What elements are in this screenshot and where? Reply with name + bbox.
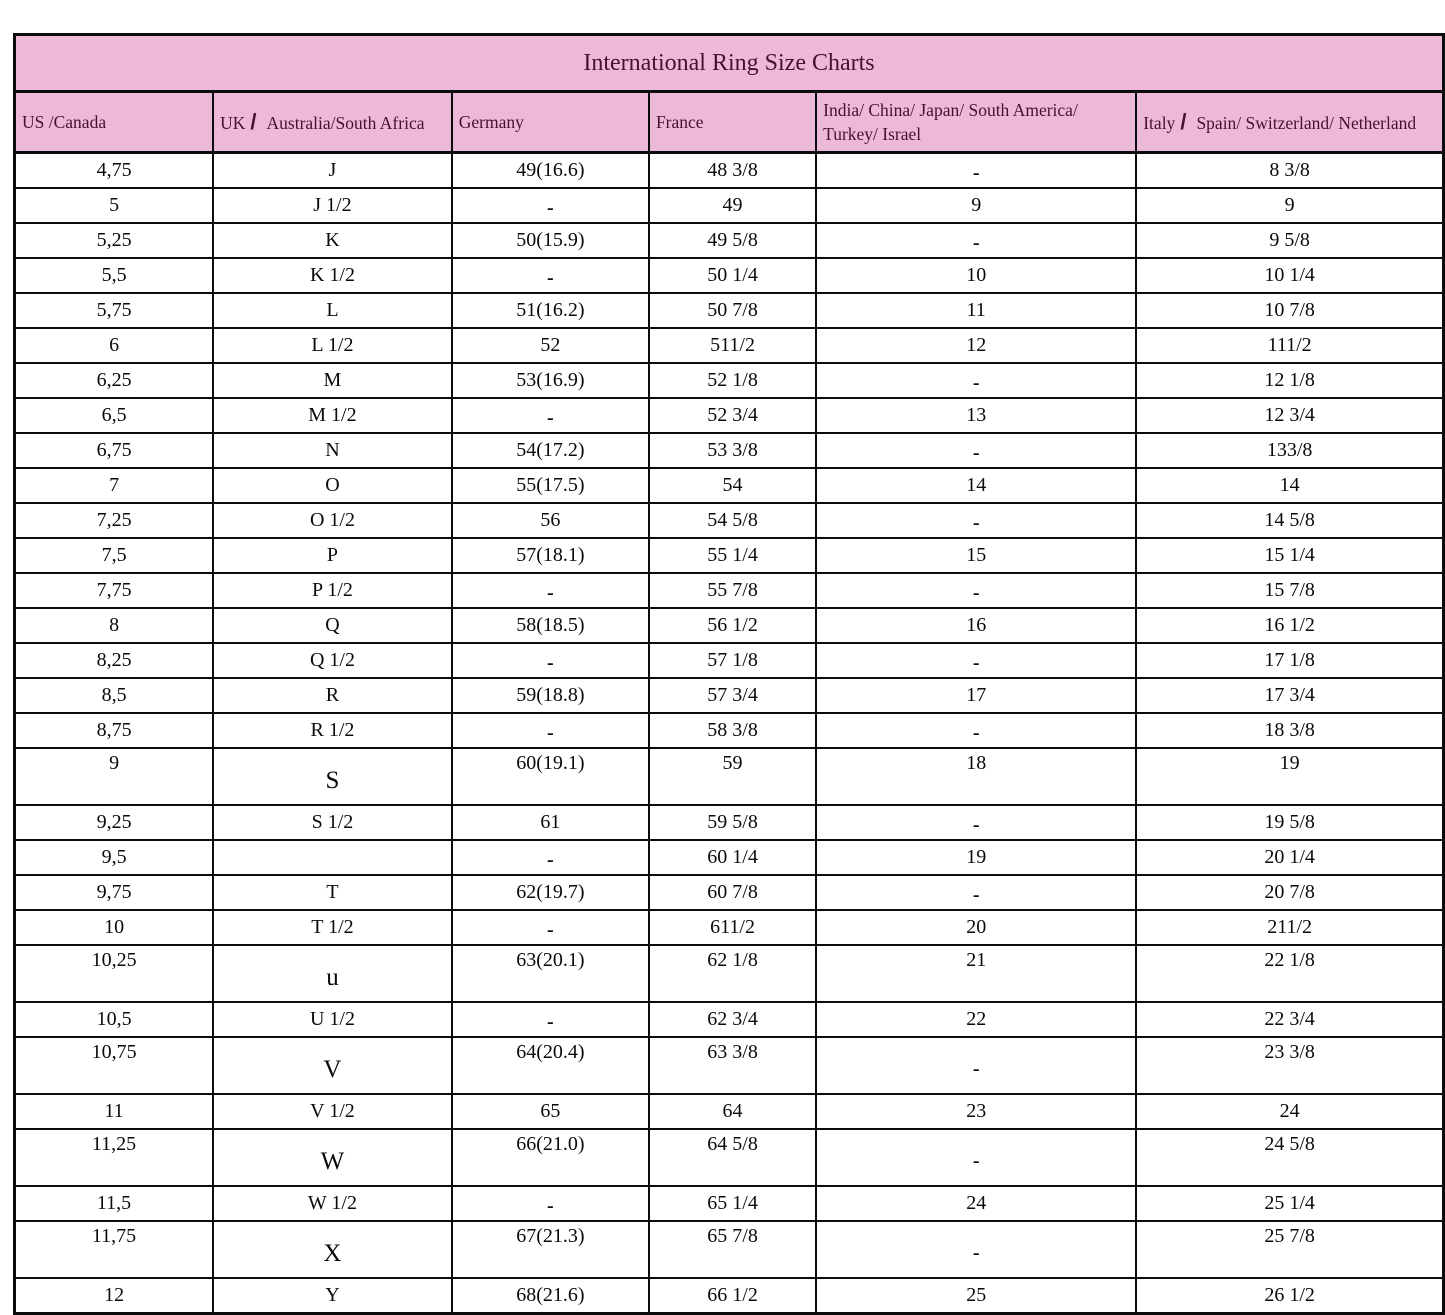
table-cell: 54 [649, 468, 816, 503]
table-cell: 16 [816, 608, 1136, 643]
table-cell: 54 5/8 [649, 503, 816, 538]
table-cell: - [452, 843, 649, 878]
table-row [15, 910, 1444, 945]
table-cell: 56 1/2 [649, 608, 816, 643]
table-cell: 11 [816, 293, 1136, 328]
table-cell: 52 1/8 [649, 363, 816, 398]
table-cell: - [816, 1223, 1136, 1280]
table-cell: 66 1/2 [649, 1278, 816, 1314]
table-cell: 61 [452, 805, 649, 840]
table-cell: Q 1/2 [213, 643, 452, 678]
table-cell: 57 3/4 [649, 678, 816, 713]
table-cell: W 1/2 [213, 1186, 452, 1221]
table-row [15, 840, 1444, 875]
table-cell: 23 [816, 1094, 1136, 1129]
table-cell: 14 5/8 [1136, 503, 1443, 538]
table-cell: 25 1/4 [1136, 1186, 1443, 1221]
table-cell: 55(17.5) [452, 468, 649, 503]
table-cell: 59(18.8) [452, 678, 649, 713]
table-cell: Q [213, 608, 452, 643]
table-cell: 65 7/8 [649, 1221, 816, 1278]
table-cell: M [213, 363, 452, 398]
table-cell: 9,5 [15, 840, 214, 875]
table-cell: 17 [816, 678, 1136, 713]
table-row [15, 608, 1444, 643]
table-cell: 18 [816, 748, 1136, 805]
table-cell: 11 [15, 1094, 214, 1129]
table-cell: 65 [452, 1094, 649, 1129]
table-cell: T [213, 875, 452, 910]
table-cell: 8,5 [15, 678, 214, 713]
table-cell: 10,75 [15, 1037, 214, 1094]
table-cell: 49 [649, 188, 816, 223]
table-cell: 9 [1136, 188, 1443, 223]
table-cell: 211/2 [1136, 910, 1443, 945]
table-cell: J 1/2 [213, 188, 452, 223]
table-cell: 111/2 [1136, 328, 1443, 363]
table-cell: 25 [816, 1278, 1136, 1314]
table-cell: O [213, 468, 452, 503]
table-cell: 5,5 [15, 258, 214, 293]
table-row [15, 805, 1444, 840]
table-cell: 7,25 [15, 503, 214, 538]
table-cell: - [816, 808, 1136, 843]
table-cell: 48 3/8 [649, 153, 816, 189]
table-cell: - [816, 716, 1136, 751]
table-cell: 26 1/2 [1136, 1278, 1443, 1314]
table-cell: 50 1/4 [649, 258, 816, 293]
table-row [15, 1037, 1444, 1094]
table-cell: Y [213, 1278, 452, 1314]
table-cell: 18 3/8 [1136, 713, 1443, 748]
table-cell: 52 3/4 [649, 398, 816, 433]
table-cell: 60 7/8 [649, 875, 816, 910]
table-cell: - [816, 1131, 1136, 1188]
table-cell: 53(16.9) [452, 363, 649, 398]
title-row [15, 35, 1444, 92]
table-cell: 5,75 [15, 293, 214, 328]
table-cell: 8 [15, 608, 214, 643]
table-cell: - [816, 1039, 1136, 1096]
table-body [15, 153, 1444, 1314]
table-cell: 11,25 [15, 1129, 214, 1186]
table-cell: N [213, 433, 452, 468]
table-cell: V 1/2 [213, 1094, 452, 1129]
italy-label: Italy [1143, 112, 1176, 133]
table-cell: 50(15.9) [452, 223, 649, 258]
table-cell: 59 5/8 [649, 805, 816, 840]
table-cell: - [452, 716, 649, 751]
table-cell: 10,5 [15, 1002, 214, 1037]
table-cell: 12 3/4 [1136, 398, 1443, 433]
table-cell: 19 [1136, 748, 1443, 805]
table-cell: - [816, 576, 1136, 611]
column-header-us-canada: US /Canada [15, 92, 214, 153]
table-cell: R 1/2 [213, 713, 452, 748]
table-cell: 9 [15, 748, 214, 805]
table-cell: 7 [15, 468, 214, 503]
table-cell: 15 [816, 538, 1136, 573]
column-header-india-china-japan: India/ China/ Japan/ South America/ Turkey/ Israel [816, 92, 1136, 153]
table-cell: L [213, 293, 452, 328]
table-cell: 5,25 [15, 223, 214, 258]
table-cell: 611/2 [649, 910, 816, 945]
table-cell: 20 1/4 [1136, 840, 1443, 875]
table-cell: - [452, 576, 649, 611]
table-row [15, 643, 1444, 678]
table-cell: - [452, 913, 649, 948]
table-cell: 24 [816, 1186, 1136, 1221]
table-cell: 5 [15, 188, 214, 223]
table-cell: 19 [816, 840, 1136, 875]
table-cell: 9 [816, 188, 1136, 223]
table-cell: 133/8 [1136, 433, 1443, 468]
table-cell: 9 5/8 [1136, 223, 1443, 258]
table-cell: 57 1/8 [649, 643, 816, 678]
table-cell: 11,75 [15, 1221, 214, 1278]
table-cell: S [213, 748, 452, 805]
table-row [15, 713, 1444, 748]
table-cell: - [816, 506, 1136, 541]
table-row [15, 748, 1444, 805]
table-row [15, 258, 1444, 293]
table-cell: 11,5 [15, 1186, 214, 1221]
table-title: International Ring Size Charts [15, 35, 1444, 92]
table-cell: T 1/2 [213, 910, 452, 945]
table-cell: - [816, 878, 1136, 913]
header-row [15, 92, 1444, 153]
table-row [15, 398, 1444, 433]
table-cell: 65 1/4 [649, 1186, 816, 1221]
table-cell: - [816, 646, 1136, 681]
ring-size-chart-table [13, 33, 1445, 1315]
table-cell: R [213, 678, 452, 713]
table-cell: 20 [816, 910, 1136, 945]
table-cell: - [452, 646, 649, 681]
table-row [15, 433, 1444, 468]
table-cell: 9,25 [15, 805, 214, 840]
column-header-germany: Germany [452, 92, 649, 153]
table-cell: V [213, 1037, 452, 1094]
table-cell: 6,5 [15, 398, 214, 433]
table-cell: 14 [816, 468, 1136, 503]
table-cell: 10 1/4 [1136, 258, 1443, 293]
table-row [15, 875, 1444, 910]
table-cell: 49 5/8 [649, 223, 816, 258]
table-cell: 53 3/8 [649, 433, 816, 468]
table-cell: 62 1/8 [649, 945, 816, 1002]
table-cell: 54(17.2) [452, 433, 649, 468]
table-cell: 6,75 [15, 433, 214, 468]
table-cell: U 1/2 [213, 1002, 452, 1037]
column-header-uk-australia-south-africa [213, 92, 452, 153]
uk-label: UK [220, 112, 246, 133]
table-row [15, 1221, 1444, 1278]
table-cell: O 1/2 [213, 503, 452, 538]
table-row [15, 468, 1444, 503]
table-cell: 52 [452, 328, 649, 363]
table-cell: 66(21.0) [452, 1129, 649, 1186]
table-row [15, 1129, 1444, 1186]
table-cell: 60(19.1) [452, 748, 649, 805]
table-cell: 55 1/4 [649, 538, 816, 573]
table-cell: 16 1/2 [1136, 608, 1443, 643]
table-cell: 17 1/8 [1136, 643, 1443, 678]
table-cell: - [816, 156, 1136, 192]
table-cell: 15 7/8 [1136, 573, 1443, 608]
table-cell: 14 [1136, 468, 1443, 503]
table-row [15, 293, 1444, 328]
table-cell: - [816, 226, 1136, 261]
table-cell: 56 [452, 503, 649, 538]
table-cell: 60 1/4 [649, 840, 816, 875]
table-row [15, 153, 1444, 189]
table-cell: X [213, 1221, 452, 1278]
table-cell: 10 [15, 910, 214, 945]
table-cell: 62 3/4 [649, 1002, 816, 1037]
table-cell: - [452, 191, 649, 226]
column-header-italy-spain-switzerland-netherland [1136, 92, 1443, 153]
table-row [15, 328, 1444, 363]
table-cell: 24 [1136, 1094, 1443, 1129]
table-cell: P 1/2 [213, 573, 452, 608]
table-cell: 25 7/8 [1136, 1221, 1443, 1278]
table-cell: 51(16.2) [452, 293, 649, 328]
table-row [15, 1002, 1444, 1037]
table-cell: 10,25 [15, 945, 214, 1002]
table-cell: - [452, 1005, 649, 1040]
table-cell: 50 7/8 [649, 293, 816, 328]
table-cell: u [213, 945, 452, 1002]
slash-separator: / [1180, 108, 1187, 134]
table-cell: 9,75 [15, 875, 214, 910]
table-cell: 13 [816, 398, 1136, 433]
table-cell: 19 5/8 [1136, 805, 1443, 840]
table-cell: 57(18.1) [452, 538, 649, 573]
table-row [15, 678, 1444, 713]
table-cell: - [452, 1189, 649, 1224]
table-row [15, 538, 1444, 573]
table-cell: 17 3/4 [1136, 678, 1443, 713]
table-cell: 6 [15, 328, 214, 363]
spain-switzerland-netherland-label: Spain/ Switzerland/ Netherland [1196, 112, 1417, 133]
table-cell: J [213, 153, 452, 189]
table-cell [213, 840, 452, 875]
table-cell: 15 1/4 [1136, 538, 1443, 573]
table-cell: 55 7/8 [649, 573, 816, 608]
table-cell: 8 3/8 [1136, 153, 1443, 189]
table-row [15, 503, 1444, 538]
table-cell: 22 1/8 [1136, 945, 1443, 1002]
table-cell: - [452, 261, 649, 296]
table-cell: 511/2 [649, 328, 816, 363]
table-cell: 10 [816, 258, 1136, 293]
table-cell: 49(16.6) [452, 153, 649, 189]
table-cell: 22 [816, 1002, 1136, 1037]
table-row [15, 573, 1444, 608]
table-cell: - [452, 401, 649, 436]
table-cell: 7,5 [15, 538, 214, 573]
table-cell: 63(20.1) [452, 945, 649, 1002]
table-cell: S 1/2 [213, 805, 452, 840]
table-cell: 59 [649, 748, 816, 805]
table-cell: 21 [816, 945, 1136, 1002]
table-cell: M 1/2 [213, 398, 452, 433]
table-row [15, 945, 1444, 1002]
table-cell: K [213, 223, 452, 258]
table-cell: 10 7/8 [1136, 293, 1443, 328]
table-cell: 20 7/8 [1136, 875, 1443, 910]
table-cell: 12 [15, 1278, 214, 1314]
table-cell: 12 1/8 [1136, 363, 1443, 398]
table-cell: 62(19.7) [452, 875, 649, 910]
table-cell: 63 3/8 [649, 1037, 816, 1094]
column-header-france: France [649, 92, 816, 153]
table-cell: 22 3/4 [1136, 1002, 1443, 1037]
table-cell: 4,75 [15, 153, 214, 189]
table-row [15, 1278, 1444, 1314]
table-row [15, 363, 1444, 398]
table-cell: 6,25 [15, 363, 214, 398]
table-cell: 58 3/8 [649, 713, 816, 748]
table-cell: - [816, 436, 1136, 471]
table-cell: 8,75 [15, 713, 214, 748]
table-cell: P [213, 538, 452, 573]
table-cell: 68(21.6) [452, 1278, 649, 1314]
table-cell: - [816, 366, 1136, 401]
table-cell: 64(20.4) [452, 1037, 649, 1094]
slash-separator: / [250, 108, 257, 134]
table-cell: 58(18.5) [452, 608, 649, 643]
table-cell: W [213, 1129, 452, 1186]
table-row [15, 188, 1444, 223]
table-cell: K 1/2 [213, 258, 452, 293]
table-cell: 24 5/8 [1136, 1129, 1443, 1186]
table-cell: 12 [816, 328, 1136, 363]
table-row [15, 1094, 1444, 1129]
table-cell: 67(21.3) [452, 1221, 649, 1278]
table-row [15, 1186, 1444, 1221]
table-cell: 64 [649, 1094, 816, 1129]
table-cell: 23 3/8 [1136, 1037, 1443, 1094]
australia-south-africa-label: Australia/South Africa [266, 112, 425, 133]
table-row [15, 223, 1444, 258]
table-cell: L 1/2 [213, 328, 452, 363]
table-cell: 8,25 [15, 643, 214, 678]
table-cell: 64 5/8 [649, 1129, 816, 1186]
table-cell: 7,75 [15, 573, 214, 608]
